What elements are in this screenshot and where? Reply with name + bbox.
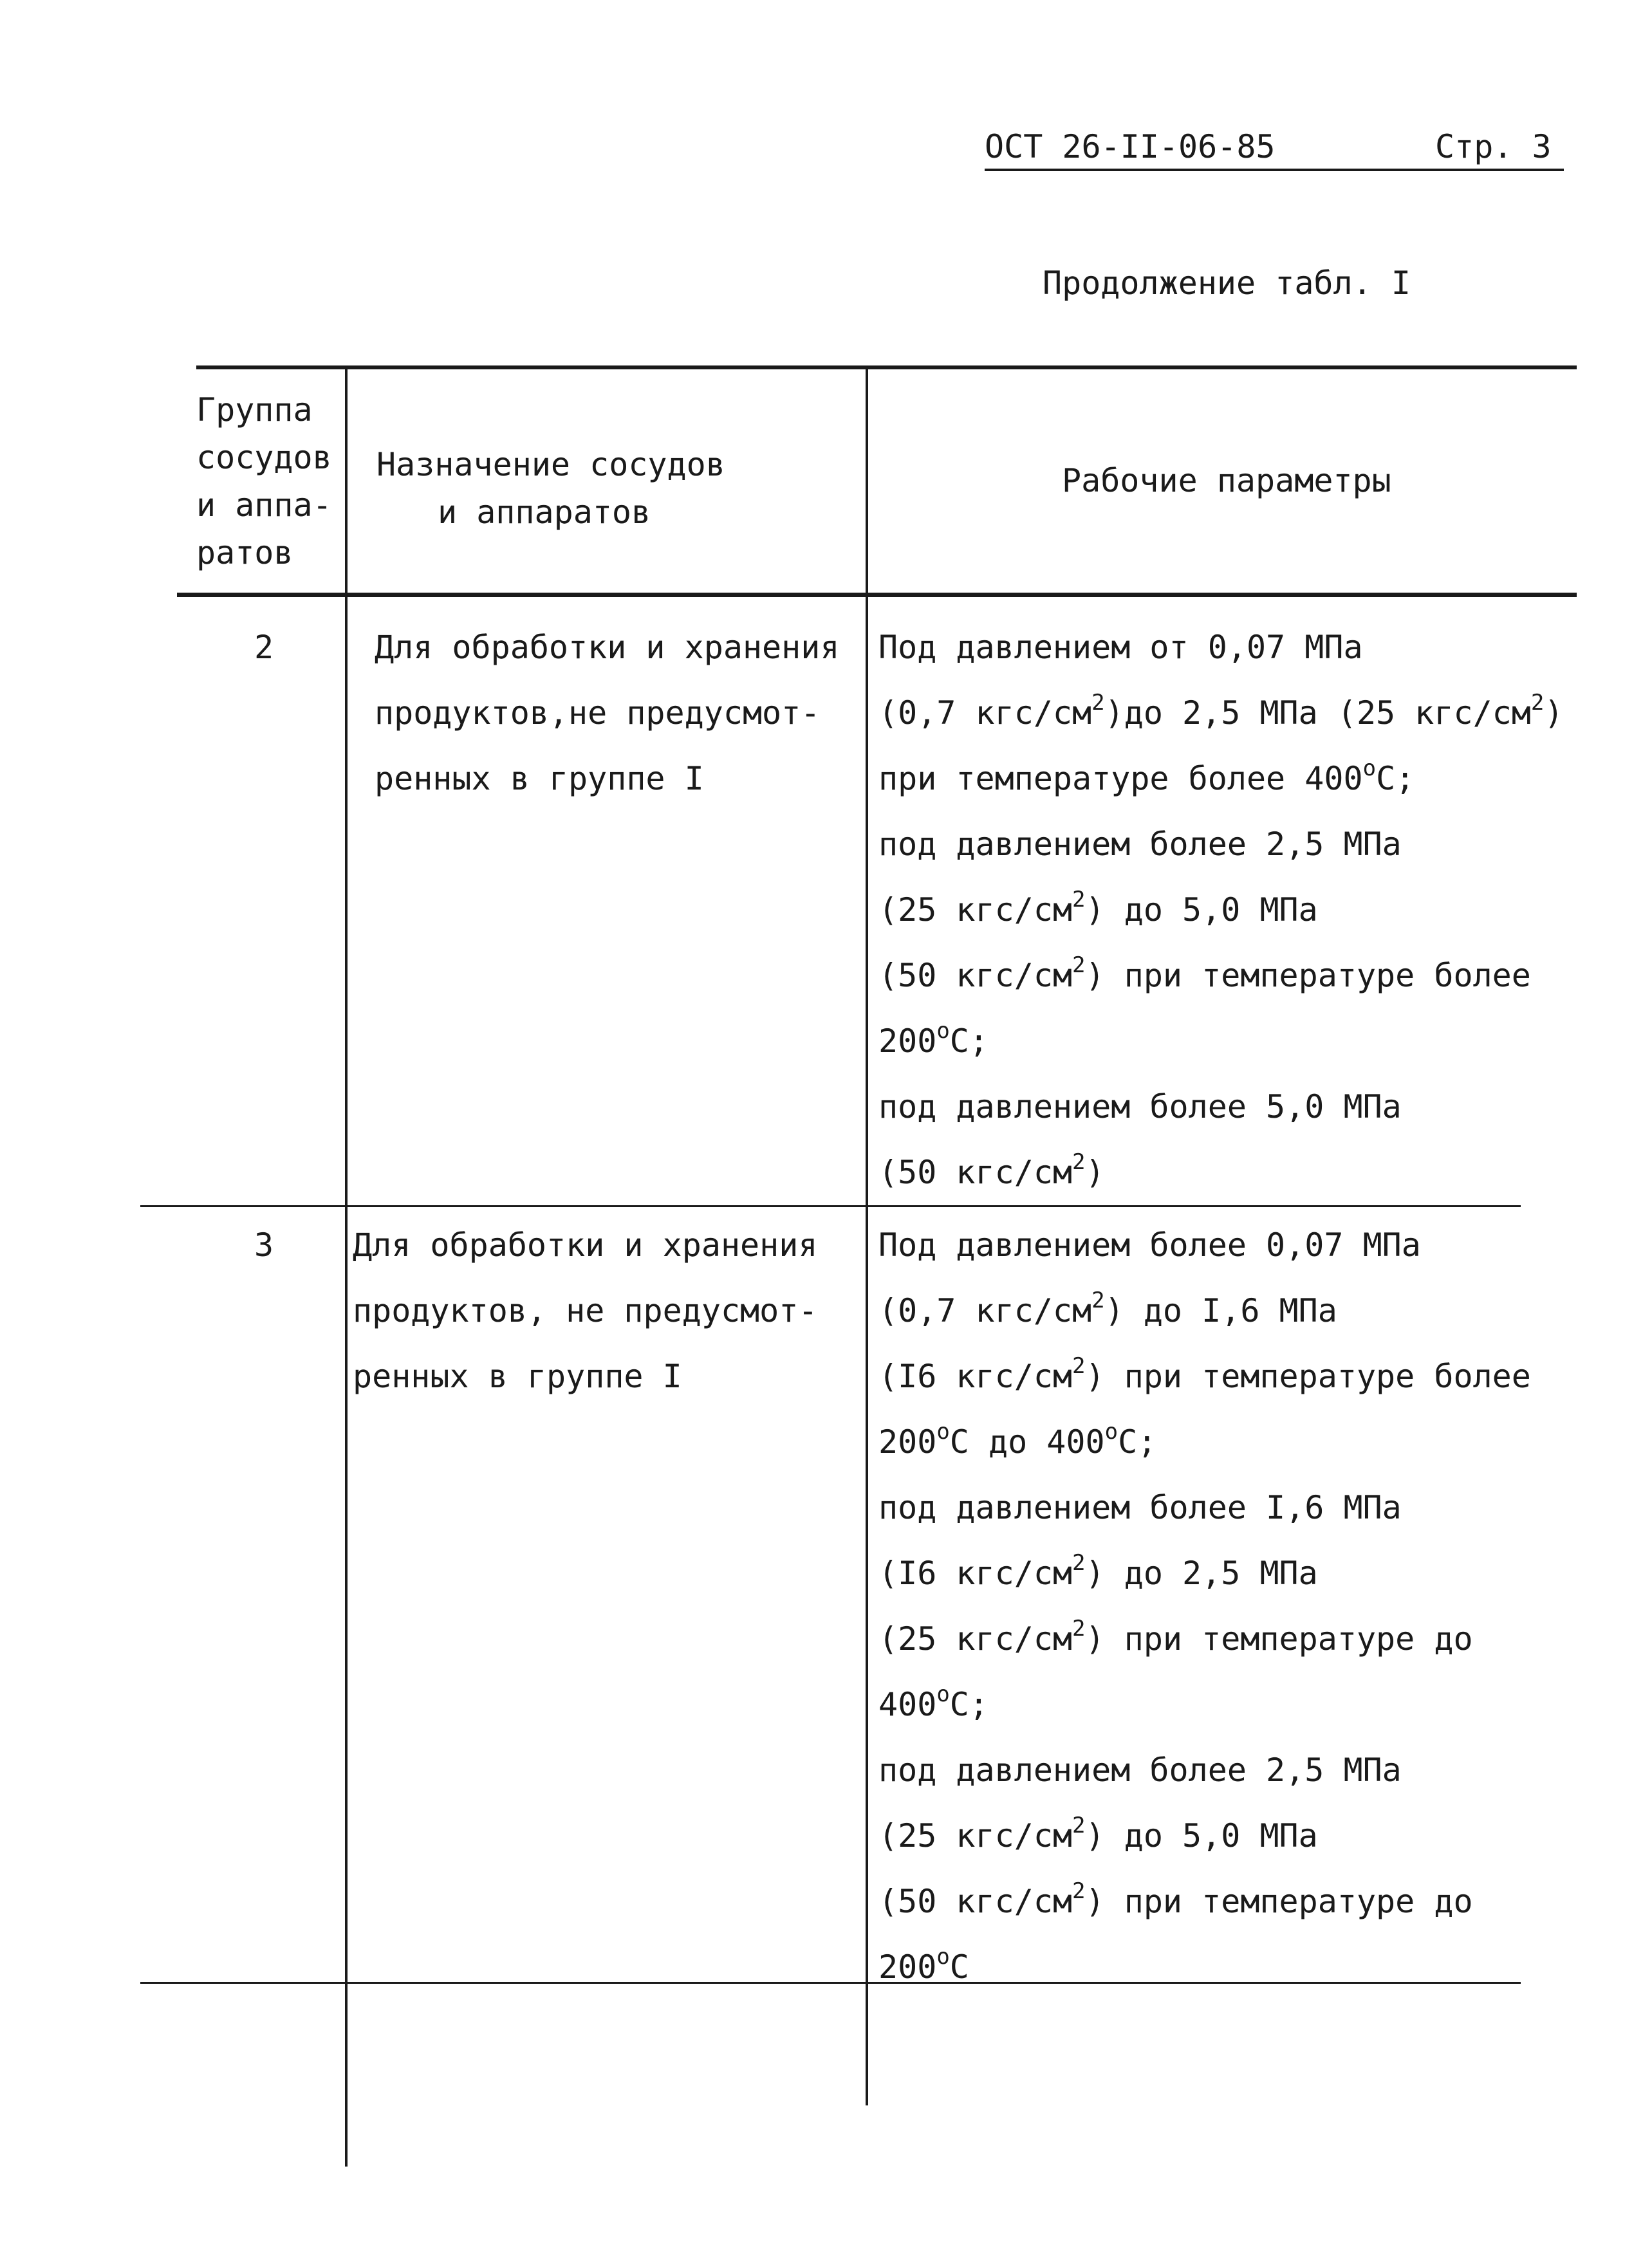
table-header-rule [177, 593, 1577, 597]
purpose-cell [375, 615, 839, 811]
parameter-line: (50 кгс/$см^2$) при температуре более [878, 952, 1531, 994]
parameter-line: (25 кгс/$см^2$) при температуре до [878, 1616, 1473, 1658]
column-header-purpose [376, 441, 725, 536]
document-code: ОСТ 26-II-06-85 [985, 128, 1276, 165]
parameter-line: $200^оС$; [878, 1018, 989, 1060]
parameter-line: под давлением более I,6 МПа [878, 1489, 1402, 1526]
header-text: Назначение сосудов [376, 446, 725, 483]
parameter-line: (25 кгс/$см^2$) до 5,0 МПа [878, 1813, 1318, 1854]
column-divider [866, 368, 868, 2105]
parameter-line: (50 кгс/$см^2$) [878, 1149, 1105, 1191]
parameter-line: под давлением более 2,5 МПа [878, 1752, 1402, 1789]
parameter-line: (I6 кгс/$см^2$) до 2,5 МПа [878, 1550, 1318, 1592]
group-number: 3 [254, 1226, 274, 1264]
purpose-line: продуктов, не предусмот- [353, 1292, 818, 1329]
parameter-line: (0,7 кгс/$см^2)до$ 2,5 МПа (25 кгс/$см^2$) [878, 690, 1564, 732]
header-text: Группа [196, 391, 313, 429]
purpose-line: Для обработки и хранения [375, 629, 840, 666]
table-caption: Продолжение табл. I [1043, 264, 1411, 302]
purpose-line: ренных в группе I [353, 1358, 682, 1395]
header-text: Рабочие параметры [1062, 462, 1391, 499]
parameters-cell [878, 615, 1573, 1200]
header-text: и аппаратов [438, 494, 651, 531]
parameter-line: Под давлением от 0,07 МПа [878, 629, 1363, 666]
purpose-line: ренных в группе I [375, 760, 704, 797]
parameter-line: при температуре более $400^оС$; [878, 755, 1415, 797]
page-header [985, 127, 1564, 179]
parameter-line: $200^оС$ [878, 1944, 969, 1986]
column-header-parameters [1062, 457, 1391, 504]
group-number: 2 [254, 629, 274, 666]
parameter-line: под давлением более 2,5 МПа [878, 826, 1402, 863]
header-underline [985, 169, 1564, 171]
purpose-line: продуктов,не предусмот- [375, 694, 821, 732]
purpose-line: Для обработки и хранения [353, 1226, 818, 1264]
purpose-cell [353, 1212, 817, 1409]
parameter-line: (50 кгс/$см^2$) при температуре до [878, 1878, 1473, 1920]
parameter-line: (I6 кгс/$см^2$) при температуре более [878, 1353, 1531, 1395]
parameter-line: $200^оС$ до $400^оС$; [878, 1419, 1157, 1461]
parameter-line: $400^оС$; [878, 1681, 989, 1723]
header-text: и аппа- [196, 486, 332, 524]
page-number: Стр. 3 [1435, 128, 1552, 165]
parameter-line: (25 кгс/$см^2$) до 5,0 МПа [878, 887, 1318, 929]
column-divider [345, 368, 348, 2167]
header-text: ратов [196, 534, 293, 571]
parameter-line: (0,7 кгс/$см^2$) до I,6 МПа [878, 1288, 1337, 1329]
header-text: сосудов [196, 439, 332, 476]
parameters-cell [878, 1212, 1531, 2000]
column-header-group [196, 386, 332, 577]
parameter-line: под давлением более 5,0 МПа [878, 1088, 1402, 1125]
table-top-rule [196, 365, 1577, 369]
parameter-line: Под давлением более 0,07 МПа [878, 1226, 1421, 1264]
